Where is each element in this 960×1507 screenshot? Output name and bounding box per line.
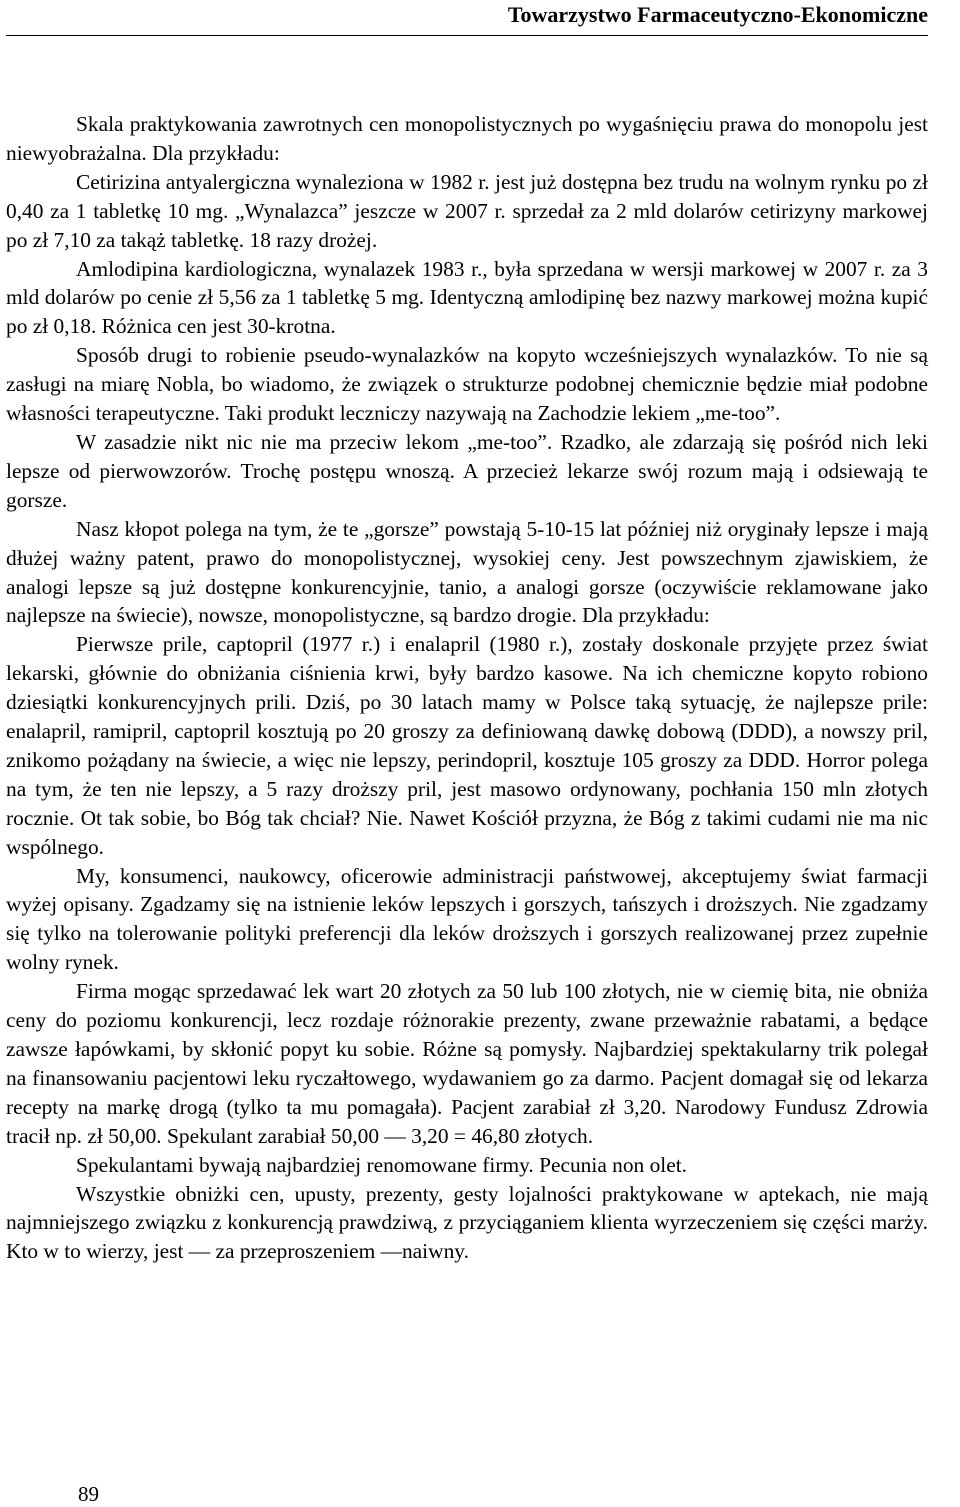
paragraph: Spekulantami bywają najbardziej renomowane firmy. Pecunia non olet. <box>76 1152 688 1177</box>
paragraph: Firma mogąc sprzedawać lek wart 20 złotych za 50 lub 100 złotych, nie w ciemię bita, nie obniża ceny do poziomu konkurencji, lecz rozdaje różnorakie prezenty, zwane przeważnie rabatami, a będące zawsze łapówkami, by skłonić popyt ku sobie. Różne są pomysły. Najbardziej spektakularny trik polegał na finansowaniu pacjentowi leku ryczałtowego, wydawaniem go za darmo. Pacjent domagał się od lekarza recepty na markę drogą (tylko ta mu pomagała). Pacjent zarabiał zł 3,20. Narodowy Fundusz Zdrowia tracił np. zł 50,00. Spekulant zarabiał 50,00 — 3,20 = 46,80 złotych. <box>6 979 928 1148</box>
running-header: Towarzystwo Farmaceutyczno-Ekonomiczne <box>507 2 928 27</box>
paragraph: W zasadzie nikt nic nie ma przeciw lekom „me-too”. Rzadko, ale zdarzają się pośród nich leki lepsze od pierwowzorów. Trochę postępu wnoszą. A przecież lekarze swój rozum mają i odsiewają te gorsze. <box>6 429 928 512</box>
header-rule <box>6 35 928 36</box>
paragraph: Skala praktykowania zawrotnych cen monopolistycznych po wygaśnięciu prawa do monopolu jest niewyobrażalna. Dla przykładu: <box>6 112 928 165</box>
paragraph: Sposób drugi to robienie pseudo-wynalazków na kopyto wcześniejszych wynalazków. To nie są zasługi na miarę Nobla, bo wiadomo, że związek o strukturze podobnej chemicznie będzie miał podobne własności terapeutyczne. Taki produkt leczniczy nazywają na Zachodzie lekiem „me-too”. <box>6 343 928 426</box>
paragraph: Cetirizina antyalergiczna wynaleziona w 1982 r. jest już dostępna bez trudu na wolnym rynku po zł 0,40 za 1 tabletkę 10 mg. „Wynalazca” jeszcze w 2007 r. sprzedał za 2 mld dolarów cetirizyny markowej po zł 7,10 za takąż tabletkę. 18 razy drożej. <box>6 169 928 252</box>
page-number: 89 <box>78 1482 99 1506</box>
paragraph: Wszystkie obniżki cen, upusty, prezenty, gesty lojalności praktykowane w aptekach, nie mają najmniejszego związku z konkurencją prawdziwą, z przyciąganiem klienta wyrzeczeniem się części marży. Kto w to wierzy, jest — za przeproszeniem —naiwny. <box>6 1181 928 1264</box>
paragraph: Nasz kłopot polega na tym, że te „gorsze” powstają 5-10-15 lat później niż oryginały lepsze i mają dłużej ważny patent, prawo do monopolistycznej, wysokiej ceny. Jest powszechnym zjawiskiem, że analogi lepsze są już dostępne konkurencyjnie, tanio, a analogi gorsze (oczywiście reklamowane jako najlepsze na świecie), nowsze, monopolistyczne, są bardzo drogie. Dla przykładu: <box>6 516 928 628</box>
paragraph: My, konsumenci, naukowcy, oficerowie administracji państwowej, akceptujemy świat farmacji wyżej opisany. Zgadzamy się na istnienie leków lepszych i gorszych, tańszych i droższych. Nie zgadzamy się tylko na tolerowanie polityki preferencji dla leków droższych i gorszych realizowanej przez zupełnie wolny rynek. <box>6 863 928 975</box>
body-text <box>6 110 928 1266</box>
paragraph: Pierwsze prile, captopril (1977 r.) i enalapril (1980 r.), zostały doskonale przyjęte przez świat lekarski, głównie do obniżania ciśnienia krwi, były bardzo kasowe. Na ich chemiczne kopyto robiono dziesiątki konkurencyjnych prili. Dziś, po 30 latach mamy w Polsce taką sytuację, że najlepsze prile: enalapril, ramipril, captopril kosztują po 20 groszy za definiowaną dawkę dobową (DDD), a nowszy pril, znikomo pożądany na świecie, a więc nie lepszy, perindopril, kosztuje 105 groszy za DDD. Horror polega na tym, że ten nie lepszy, a 5 razy droższy pril, jest masowo ordynowany, pochłania 150 mln złotych rocznie. Ot tak sobie, bo Bóg tak chciał? Nie. Nawet Kościół przyzna, że Bóg z takimi cudami nie ma nic wspólnego. <box>6 632 928 859</box>
paragraph: Amlodipina kardiologiczna, wynalazek 1983 r., była sprzedana w wersji markowej w 2007 r. za 3 mld dolarów po cenie zł 5,56 za 1 tabletkę 5 mg. Identyczną amlodipinę bez nazwy markowej można kupić po zł 0,18. Różnica cen jest 30-krotna. <box>6 256 928 339</box>
